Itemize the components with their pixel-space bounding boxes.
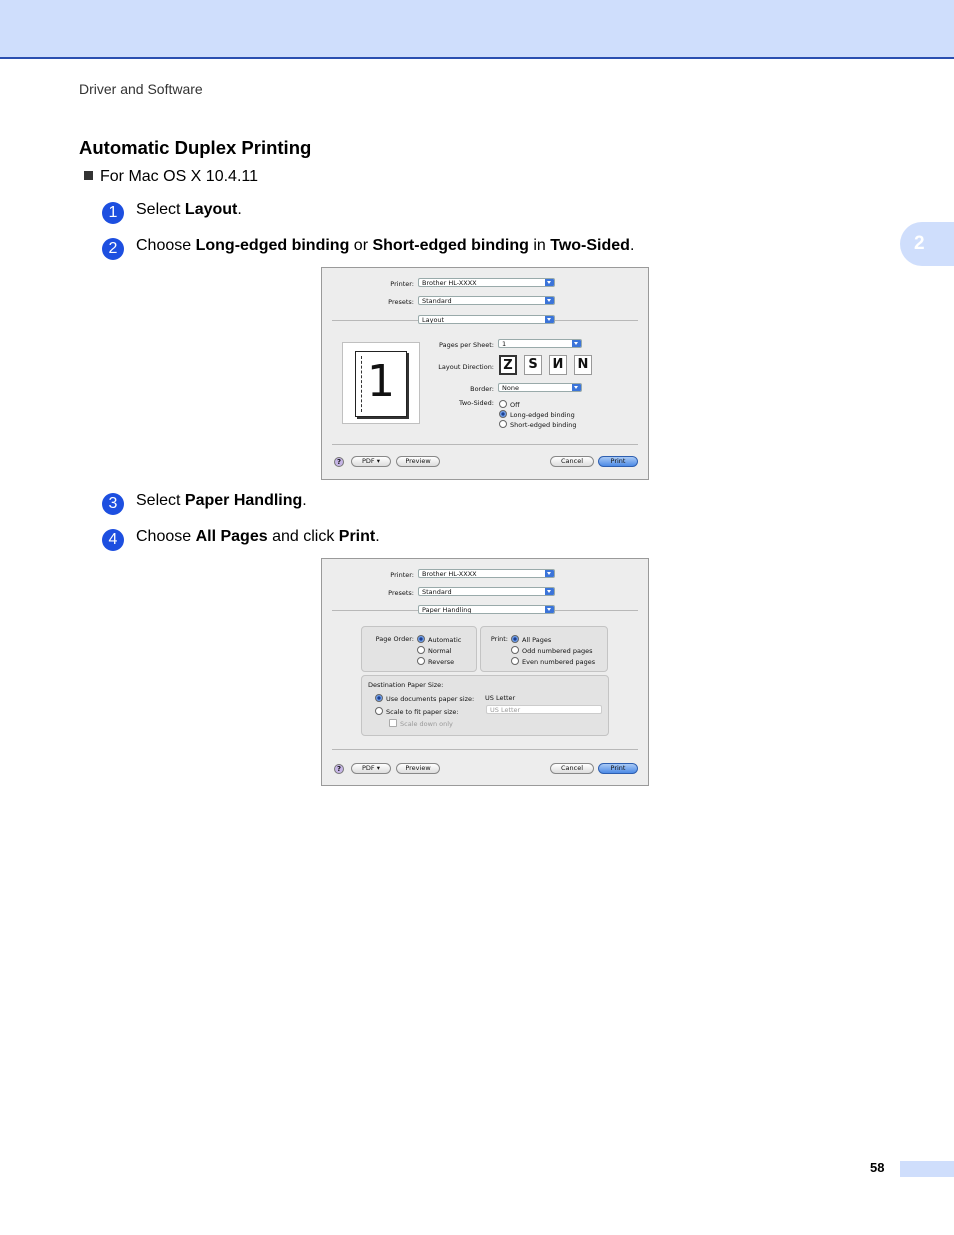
- checkbox-label: Scale down only: [400, 720, 453, 728]
- step-number-icon: 4: [102, 529, 124, 551]
- step-emphasis: All Pages: [195, 528, 268, 545]
- chevron-updown-icon: [572, 384, 581, 392]
- print-all-pages-radio[interactable]: [511, 635, 551, 644]
- radio-label: Off: [510, 401, 520, 409]
- page-thumbnail: [355, 351, 407, 417]
- radio-label: Normal: [428, 647, 452, 655]
- panel-value: Layout: [422, 316, 445, 324]
- bullet-item: [84, 168, 258, 186]
- chevron-updown-icon: [545, 316, 554, 324]
- page-number: 58: [870, 1160, 885, 1175]
- two-sided-short-edge-radio[interactable]: [499, 420, 576, 429]
- chevron-updown-icon: [545, 297, 554, 305]
- direction-reverse-n-button[interactable]: И: [549, 355, 567, 375]
- step-emphasis: Paper Handling: [184, 492, 303, 509]
- step-emphasis: Long-edged binding: [195, 237, 350, 254]
- step-text: and click: [267, 528, 339, 545]
- step-emphasis: Layout: [184, 201, 238, 218]
- chevron-updown-icon: [545, 279, 554, 287]
- print-even-pages-radio[interactable]: [511, 657, 595, 666]
- page-order-label: Page Order:: [375, 635, 414, 643]
- radio-circle: [511, 646, 519, 654]
- direction-s-button[interactable]: S: [524, 355, 542, 375]
- step-3: [102, 492, 307, 515]
- preview-button[interactable]: Preview: [396, 763, 440, 774]
- chevron-updown-icon: [572, 340, 581, 348]
- help-button[interactable]: ?: [334, 764, 344, 774]
- pdf-button[interactable]: PDF ▾: [351, 456, 391, 467]
- chevron-updown-icon: [545, 606, 554, 614]
- thumb-page-number: 1: [367, 356, 395, 407]
- presets-value: Standard: [422, 297, 452, 305]
- presets-value: Standard: [422, 588, 452, 596]
- print-dialog-paper-handling: [321, 558, 649, 786]
- divider: [332, 749, 638, 750]
- running-head: Driver and Software: [79, 81, 203, 97]
- step-text: or: [349, 237, 373, 254]
- radio-circle: [417, 657, 425, 665]
- step-emphasis: Two-Sided: [550, 237, 630, 254]
- two-sided-long-edge-radio[interactable]: [499, 410, 575, 419]
- two-sided-label: Two-Sided:: [458, 399, 494, 407]
- step-emphasis: Print: [338, 528, 376, 545]
- presets-label: Presets:: [388, 589, 414, 597]
- radio-label: Reverse: [428, 658, 455, 666]
- print-button[interactable]: Print: [598, 456, 638, 467]
- radio-circle: [375, 694, 383, 702]
- direction-z-button[interactable]: Z: [499, 355, 517, 375]
- step-text: .: [375, 528, 380, 545]
- help-button[interactable]: ?: [334, 457, 344, 467]
- scale-to-fit-value: US Letter: [490, 706, 521, 714]
- pages-per-sheet-popup[interactable]: [498, 339, 582, 348]
- radio-circle: [417, 635, 425, 643]
- checkmark-icon: [389, 719, 397, 727]
- step-text: Select: [136, 492, 185, 509]
- pdf-button[interactable]: PDF ▾: [351, 763, 391, 774]
- print-dialog-layout: [321, 267, 649, 480]
- layout-direction-label: Layout Direction:: [438, 363, 494, 371]
- printer-label: Printer:: [390, 571, 414, 579]
- step-text: .: [237, 201, 242, 218]
- presets-label: Presets:: [388, 298, 414, 306]
- divider: [332, 444, 638, 445]
- chapter-tab: 2: [900, 222, 954, 266]
- step-text: .: [302, 492, 307, 509]
- cancel-button[interactable]: Cancel: [550, 763, 594, 774]
- pages-per-sheet-label: Pages per Sheet:: [438, 341, 494, 349]
- header-band: [0, 0, 954, 59]
- printer-value: Brother HL-XXXX: [422, 570, 477, 578]
- chevron-updown-icon: [545, 570, 554, 578]
- section-title: Automatic Duplex Printing: [79, 137, 312, 158]
- print-button[interactable]: Print: [598, 763, 638, 774]
- radio-label: Short-edged binding: [510, 421, 577, 429]
- radio-label: Automatic: [428, 636, 462, 644]
- printer-popup[interactable]: [418, 569, 555, 578]
- step-2: [102, 237, 634, 260]
- bullet-text: For Mac OS X 10.4.11: [100, 168, 258, 185]
- use-documents-size-radio[interactable]: [375, 694, 474, 703]
- step-4: [102, 528, 380, 551]
- step-text: .: [629, 237, 635, 254]
- step-text: Choose: [136, 237, 196, 254]
- radio-label: Use documents paper size:: [386, 695, 475, 703]
- radio-circle: [499, 420, 507, 428]
- scale-to-fit-popup[interactable]: [486, 705, 602, 714]
- step-number-icon: 2: [102, 238, 124, 260]
- radio-label: Scale to fit paper size:: [386, 708, 459, 716]
- page-order-reverse-radio[interactable]: [417, 657, 454, 666]
- printer-popup[interactable]: [418, 278, 555, 287]
- presets-popup[interactable]: [418, 296, 555, 305]
- step-text: Choose: [136, 528, 196, 545]
- radio-label: Long-edged binding: [510, 411, 575, 419]
- preview-button[interactable]: Preview: [396, 456, 440, 467]
- radio-label: All Pages: [522, 636, 552, 644]
- chevron-updown-icon: [545, 588, 554, 596]
- radio-circle: [375, 707, 383, 715]
- border-label: Border:: [470, 385, 494, 393]
- print-range-label: Print:: [490, 635, 508, 643]
- radio-circle: [499, 410, 507, 418]
- panel-value: Paper Handling: [422, 606, 472, 614]
- radio-label: Even numbered pages: [522, 658, 596, 666]
- step-number-icon: 3: [102, 493, 124, 515]
- radio-circle: [499, 400, 507, 408]
- radio-circle: [417, 646, 425, 654]
- printer-label: Printer:: [390, 280, 414, 288]
- panel-popup[interactable]: [418, 315, 555, 324]
- panel-popup[interactable]: [418, 605, 555, 614]
- footer-band: [900, 1161, 954, 1177]
- two-sided-off-radio[interactable]: [499, 400, 520, 409]
- border-value: None: [502, 384, 519, 392]
- pages-per-sheet-value: 1: [502, 340, 507, 348]
- cancel-button[interactable]: Cancel: [550, 456, 594, 467]
- border-popup[interactable]: [498, 383, 582, 392]
- printer-value: Brother HL-XXXX: [422, 279, 477, 287]
- scale-to-fit-radio[interactable]: [375, 707, 459, 716]
- radio-label: Odd numbered pages: [522, 647, 593, 655]
- step-emphasis: Short-edged binding: [372, 237, 529, 254]
- radio-circle: [511, 635, 519, 643]
- presets-popup[interactable]: [418, 587, 555, 596]
- step-text: in: [528, 237, 551, 254]
- destination-paper-title: Destination Paper Size:: [368, 681, 444, 689]
- step-number-icon: 1: [102, 202, 124, 224]
- page-order-normal-radio[interactable]: [417, 646, 452, 655]
- layout-preview: [342, 342, 420, 424]
- radio-circle: [511, 657, 519, 665]
- step-text: Select: [136, 201, 185, 218]
- print-odd-pages-radio[interactable]: [511, 646, 592, 655]
- scale-down-only-checkbox[interactable]: [389, 719, 453, 728]
- use-documents-size-value: US Letter: [485, 694, 516, 702]
- step-1: [102, 201, 242, 224]
- direction-n-button[interactable]: N: [574, 355, 592, 375]
- square-bullet-icon: [84, 171, 93, 180]
- page-order-automatic-radio[interactable]: [417, 635, 461, 644]
